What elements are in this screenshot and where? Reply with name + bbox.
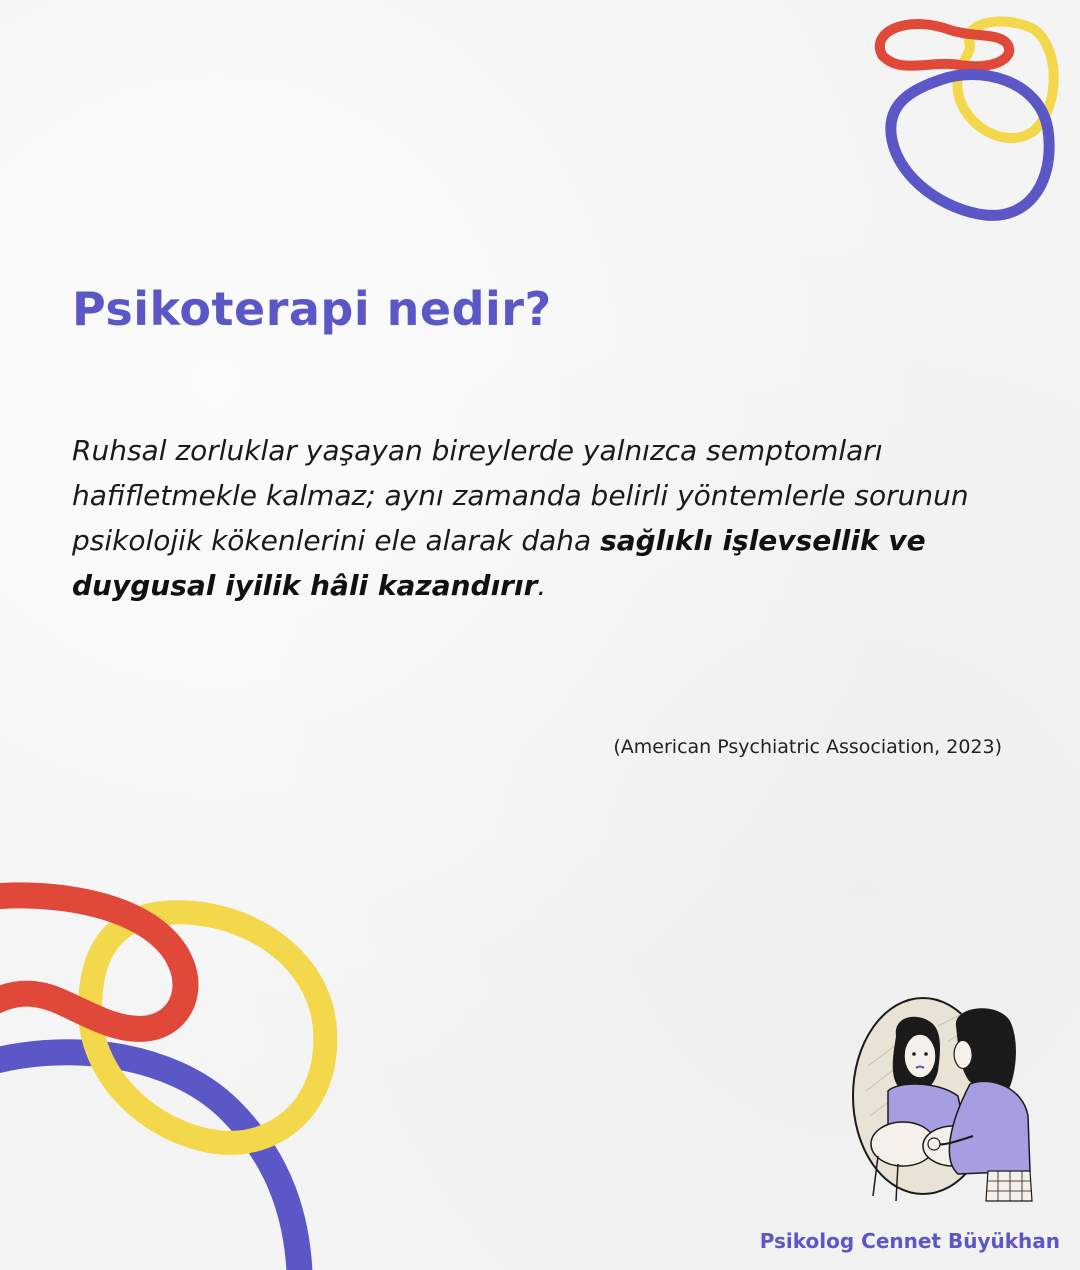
body-text-end: . [537,569,547,602]
body-paragraph [72,428,1032,608]
loops-decoration-top-right [860,10,1070,230]
author-signature: Psikolog Cennet Büyükhan [759,1229,1060,1253]
page-title: Psikoterapi nedir? [72,282,552,336]
two-women-comforting-illustration [848,996,1038,1206]
citation: (American Psychiatric Association, 2023) [613,736,1002,758]
loops-decoration-bottom-left [0,870,360,1270]
body-emphasis: sağlıklı işlevsellik ve duygusal iyilik hâli kazandırır [72,524,926,602]
body-text-part: Ruhsal zorluklar yaşayan bireylerde yalnızca semptomları hafifletmekle kalmaz; aynı zamanda belirli yöntemlerle sorunun psikolojik kökenlerini ele alarak daha [72,434,969,557]
